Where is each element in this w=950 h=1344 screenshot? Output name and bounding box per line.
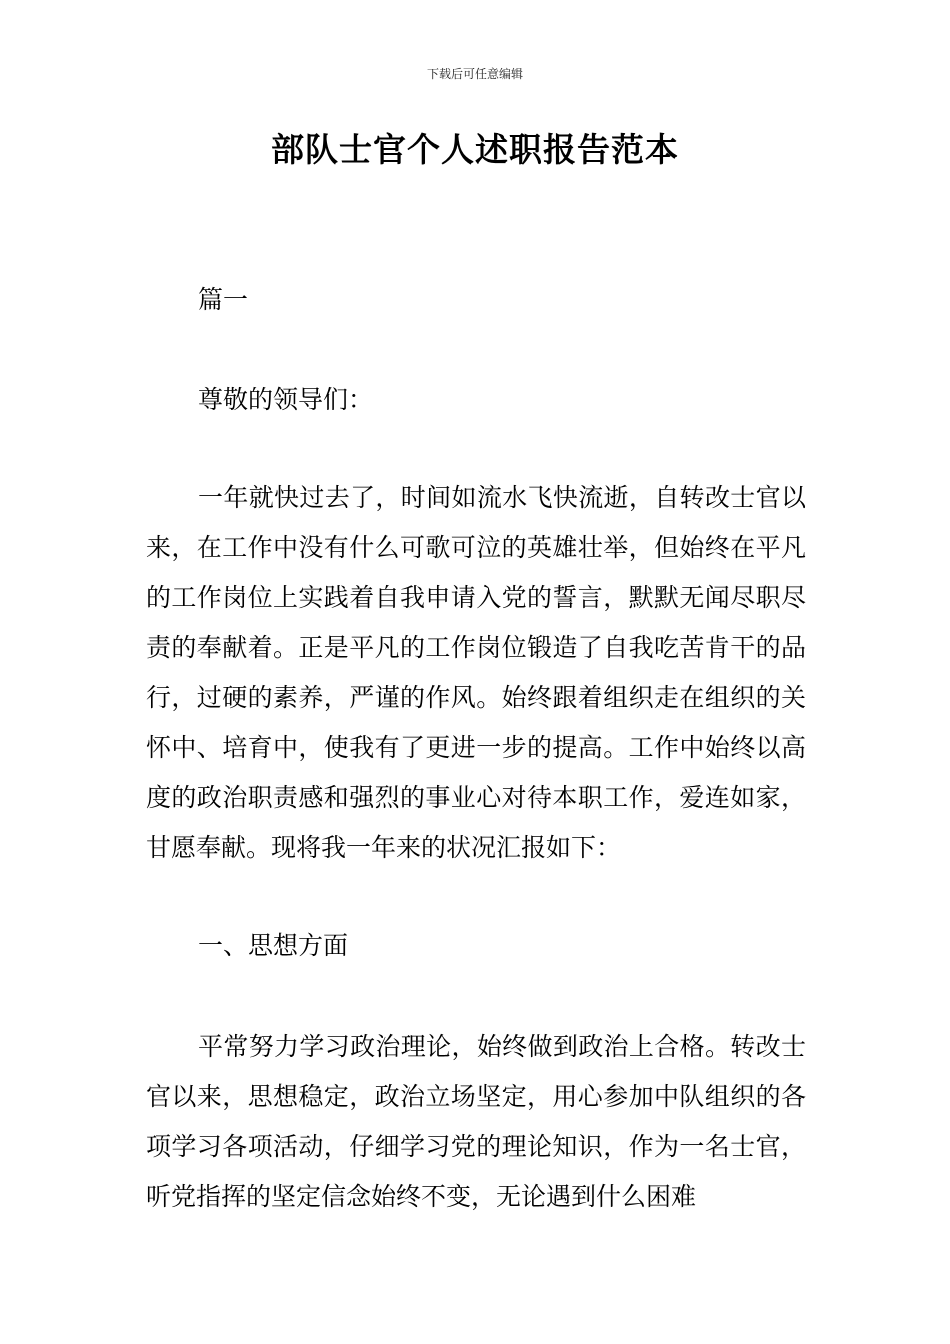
- header-note: 下载后可任意编辑: [426, 67, 523, 81]
- paragraph-1: 一年就快过去了，时间如流水飞快流逝，自转改士官以来，在工作中没有什么可歌可泣的英雄壮举，但始终在平凡的工作岗位上实践着自我申请入党的誓言，默默无闻尽职尽责的奉献着。正是平凡的工作岗位锻造了自我吃苦肯干的品行，过硬的素养，严谨的作风。始终跟着组织走在组织的关怀中、培育中，使我有了更进一步的提高。工作中始终以高度的政治职责感和强烈的事业心对待本职工作，爱连如家，甘愿奉献。现将我一年来的状况汇报如下：: [146, 483, 806, 862]
- paragraph-block-1: [146, 473, 806, 873]
- paragraph-2: 平常努力学习政治理论，始终做到政治上合格。转改士官以来，思想稳定，政治立场坚定，用心参加中队组织的各项学习各项活动，仔细学习党的理论知识，作为一名士官，听党指挥的坚定信念始终不变，无论遇到什么困难: [146, 1032, 806, 1211]
- section-label: 篇一: [198, 285, 249, 314]
- paragraph-block-2: [146, 1022, 806, 1222]
- salutation: 尊敬的领导们：: [198, 385, 374, 414]
- document-title: 部队士官个人述职报告范本: [271, 130, 679, 169]
- section-heading-1: 一、思想方面: [198, 931, 349, 960]
